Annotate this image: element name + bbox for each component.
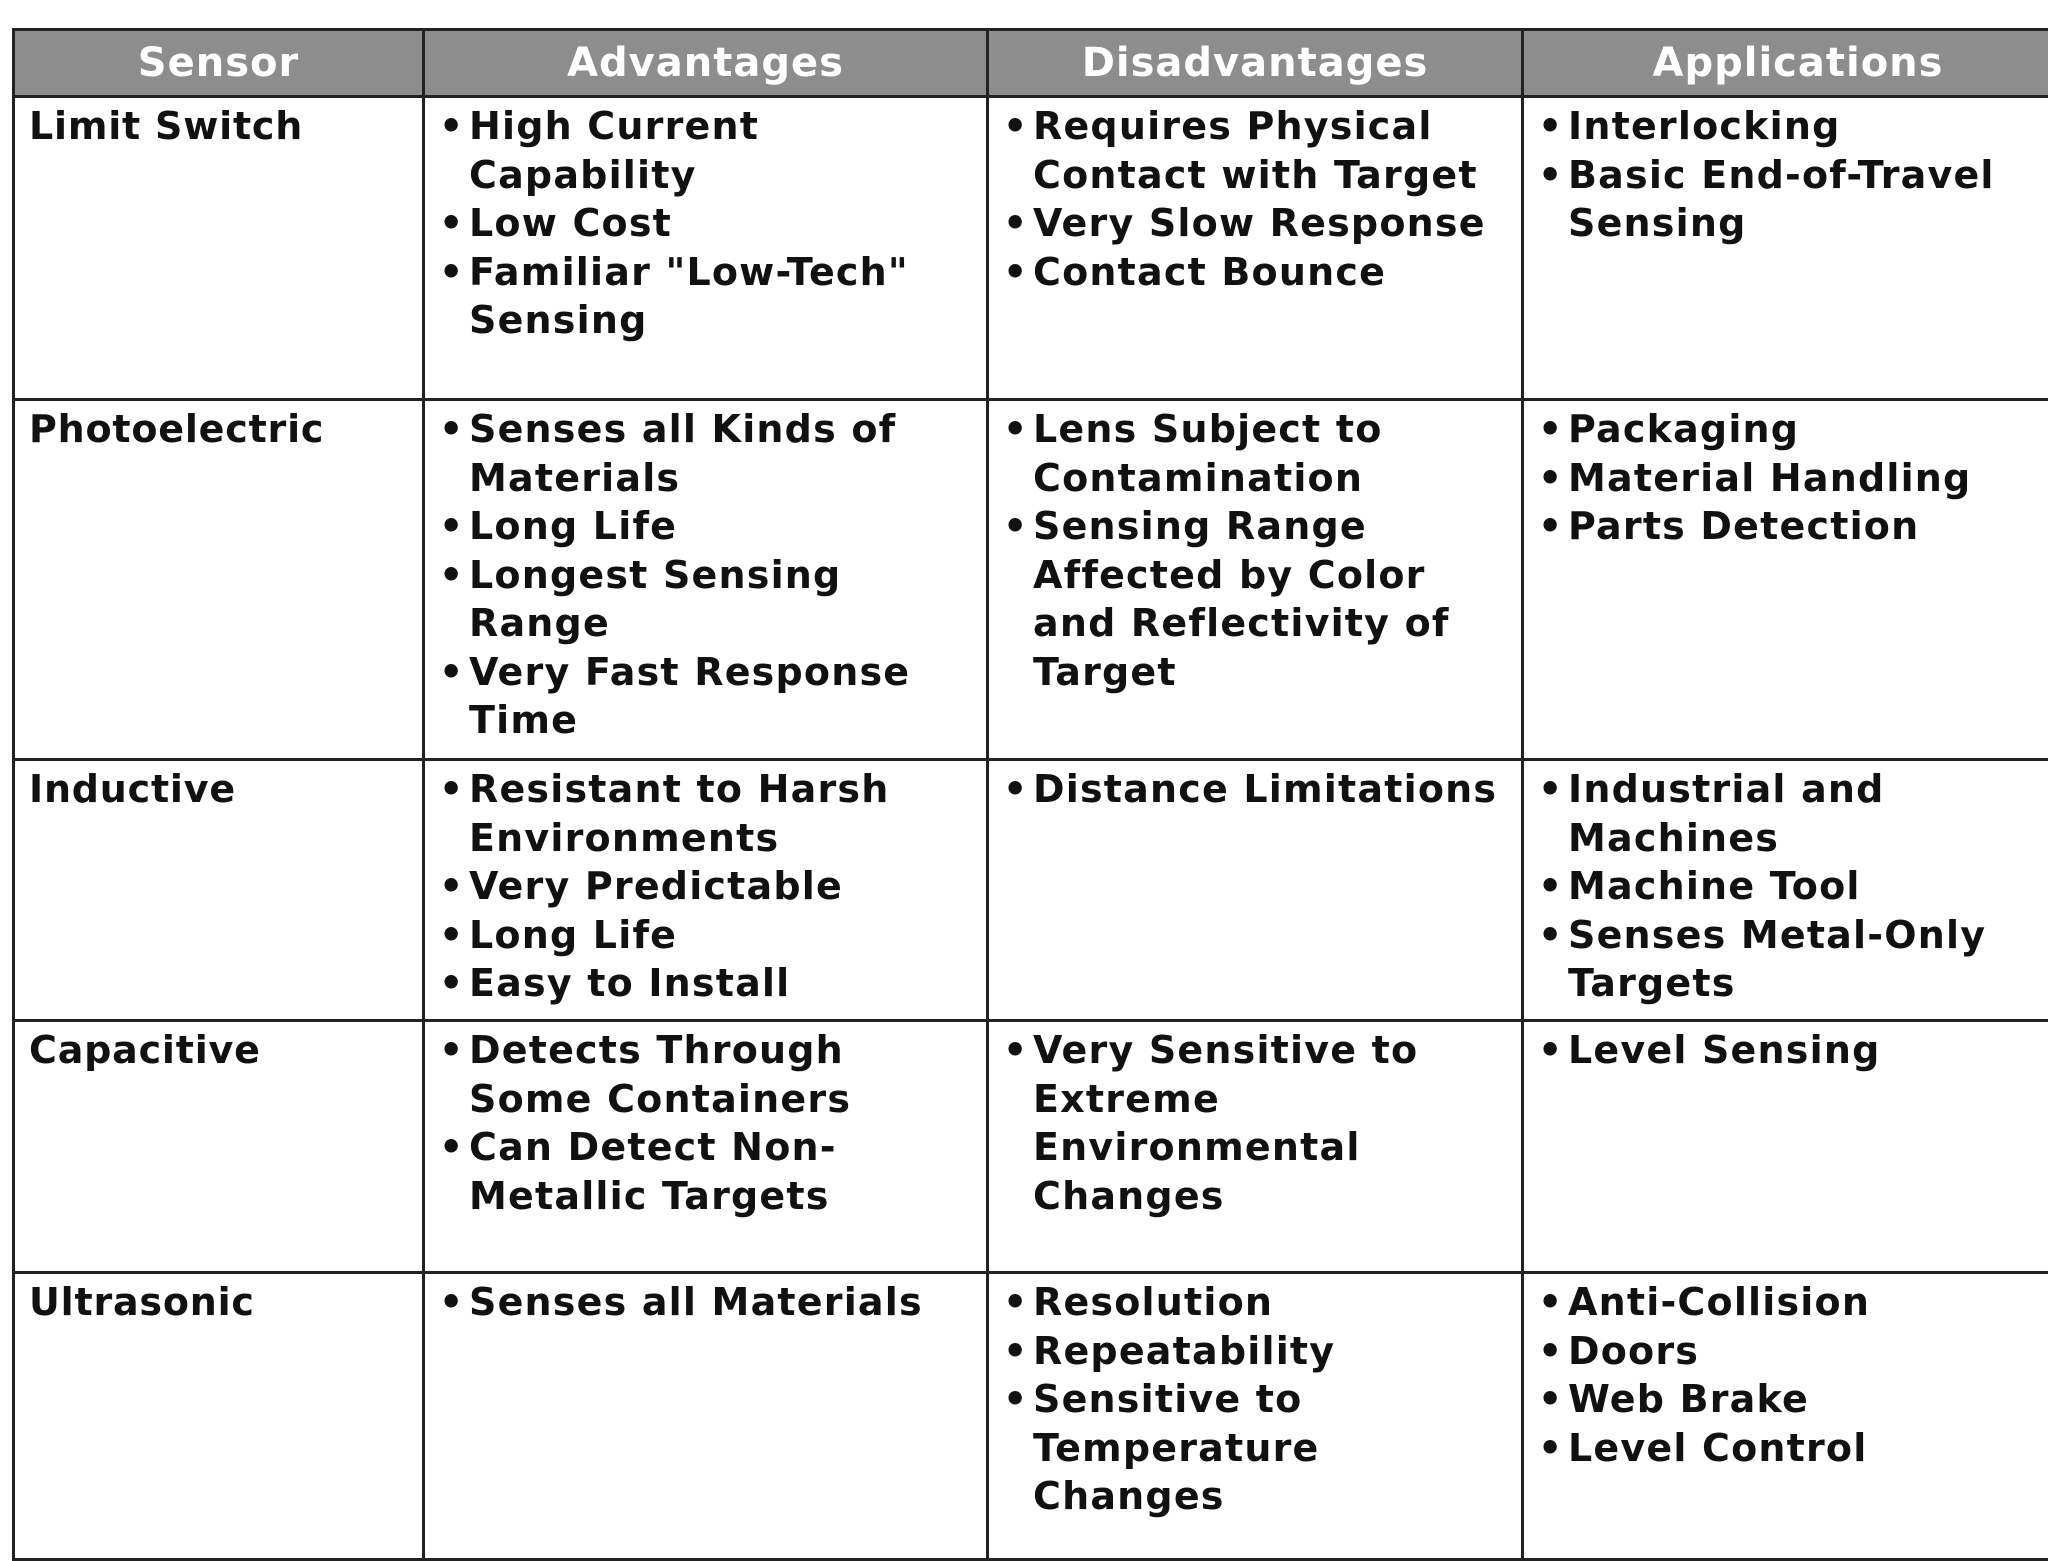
applications-cell — [1523, 1273, 2048, 1560]
disadvantages-list — [999, 405, 1513, 696]
list-item: • Detects Through Some Containers — [435, 1026, 978, 1123]
applications-cell — [1523, 1021, 2048, 1273]
list-item: • Web Brake — [1534, 1375, 2048, 1424]
list-item: • Doors — [1534, 1327, 2048, 1376]
advantages-list — [435, 1026, 978, 1220]
list-item: • Familiar "Low-Tech" Sensing — [435, 248, 978, 345]
advantages-cell — [424, 97, 988, 400]
list-item: • Resistant to Harsh Environments — [435, 765, 978, 862]
sensor-name-cell: Inductive — [14, 760, 424, 1021]
header-row — [14, 30, 2048, 97]
list-item: • Basic End-of-Travel Sensing — [1534, 151, 2048, 248]
list-item: • Requires Physical Contact with Target — [999, 102, 1513, 199]
list-item: • Easy to Install — [435, 959, 978, 1008]
table-row — [14, 400, 2048, 760]
applications-cell — [1523, 400, 2048, 760]
table-row — [14, 97, 2048, 400]
disadvantages-cell — [988, 760, 1523, 1021]
disadvantages-cell — [988, 1273, 1523, 1560]
table-row — [14, 1273, 2048, 1560]
applications-cell — [1523, 760, 2048, 1021]
table-row — [14, 1021, 2048, 1273]
sensor-name-cell: Limit Switch — [14, 97, 424, 400]
advantages-list — [435, 102, 978, 345]
advantages-cell — [424, 400, 988, 760]
header-disadvantages: Disadvantages — [988, 30, 1523, 97]
list-item: • Packaging — [1534, 405, 2048, 454]
list-item: • Level Sensing — [1534, 1026, 2048, 1075]
header-applications: Applications — [1523, 30, 2048, 97]
list-item: • Very Slow Response — [999, 199, 1513, 248]
advantages-cell — [424, 1021, 988, 1273]
list-item: • Sensitive to Temperature Changes — [999, 1375, 1513, 1521]
list-item: • Contact Bounce — [999, 248, 1513, 297]
list-item: • Long Life — [435, 502, 978, 551]
sensor-name-cell: Photoelectric — [14, 400, 424, 760]
list-item: • Senses all Kinds of Materials — [435, 405, 978, 502]
list-item: • Long Life — [435, 911, 978, 960]
list-item: • Resolution — [999, 1278, 1513, 1327]
advantages-cell — [424, 1273, 988, 1560]
list-item: • Industrial and Machines — [1534, 765, 2048, 862]
table-row — [14, 760, 2048, 1021]
list-item: • Distance Limitations — [999, 765, 1513, 814]
disadvantages-list — [999, 102, 1513, 296]
list-item: • Repeatability — [999, 1327, 1513, 1376]
list-item: • Longest Sensing Range — [435, 551, 978, 648]
header-advantages: Advantages — [424, 30, 988, 97]
sensor-name-cell: Capacitive — [14, 1021, 424, 1273]
list-item: • Anti-Collision — [1534, 1278, 2048, 1327]
list-item: • Material Handling — [1534, 454, 2048, 503]
disadvantages-cell — [988, 400, 1523, 760]
list-item: • Sensing Range Affected by Color and Reflectivity of Target — [999, 502, 1513, 696]
applications-cell — [1523, 97, 2048, 400]
list-item: • High Current Capability — [435, 102, 978, 199]
list-item: • Level Control — [1534, 1424, 2048, 1473]
advantages-list — [435, 765, 978, 1008]
advantages-list — [435, 1278, 978, 1327]
list-item: • Very Fast Response Time — [435, 648, 978, 745]
list-item: • Very Sensitive to Extreme Environmental Changes — [999, 1026, 1513, 1220]
list-item: • Senses Metal-Only Targets — [1534, 911, 2048, 1008]
header-sensor: Sensor — [14, 30, 424, 97]
applications-list — [1534, 102, 2048, 248]
sensor-name-cell: Ultrasonic — [14, 1273, 424, 1560]
list-item: • Lens Subject to Contamination — [999, 405, 1513, 502]
list-item: • Can Detect Non-Metallic Targets — [435, 1123, 978, 1220]
applications-list — [1534, 1026, 2048, 1075]
disadvantages-list — [999, 765, 1513, 814]
sensor-comparison-table — [12, 28, 2048, 1561]
list-item: • Machine Tool — [1534, 862, 2048, 911]
advantages-list — [435, 405, 978, 745]
disadvantages-cell — [988, 1021, 1523, 1273]
applications-list — [1534, 405, 2048, 551]
list-item: • Parts Detection — [1534, 502, 2048, 551]
applications-list — [1534, 765, 2048, 1008]
table-body — [14, 97, 2048, 1560]
advantages-cell — [424, 760, 988, 1021]
list-item: • Interlocking — [1534, 102, 2048, 151]
disadvantages-list — [999, 1278, 1513, 1521]
list-item: • Very Predictable — [435, 862, 978, 911]
disadvantages-list — [999, 1026, 1513, 1220]
applications-list — [1534, 1278, 2048, 1472]
disadvantages-cell — [988, 97, 1523, 400]
list-item: • Low Cost — [435, 199, 978, 248]
list-item: • Senses all Materials — [435, 1278, 978, 1327]
